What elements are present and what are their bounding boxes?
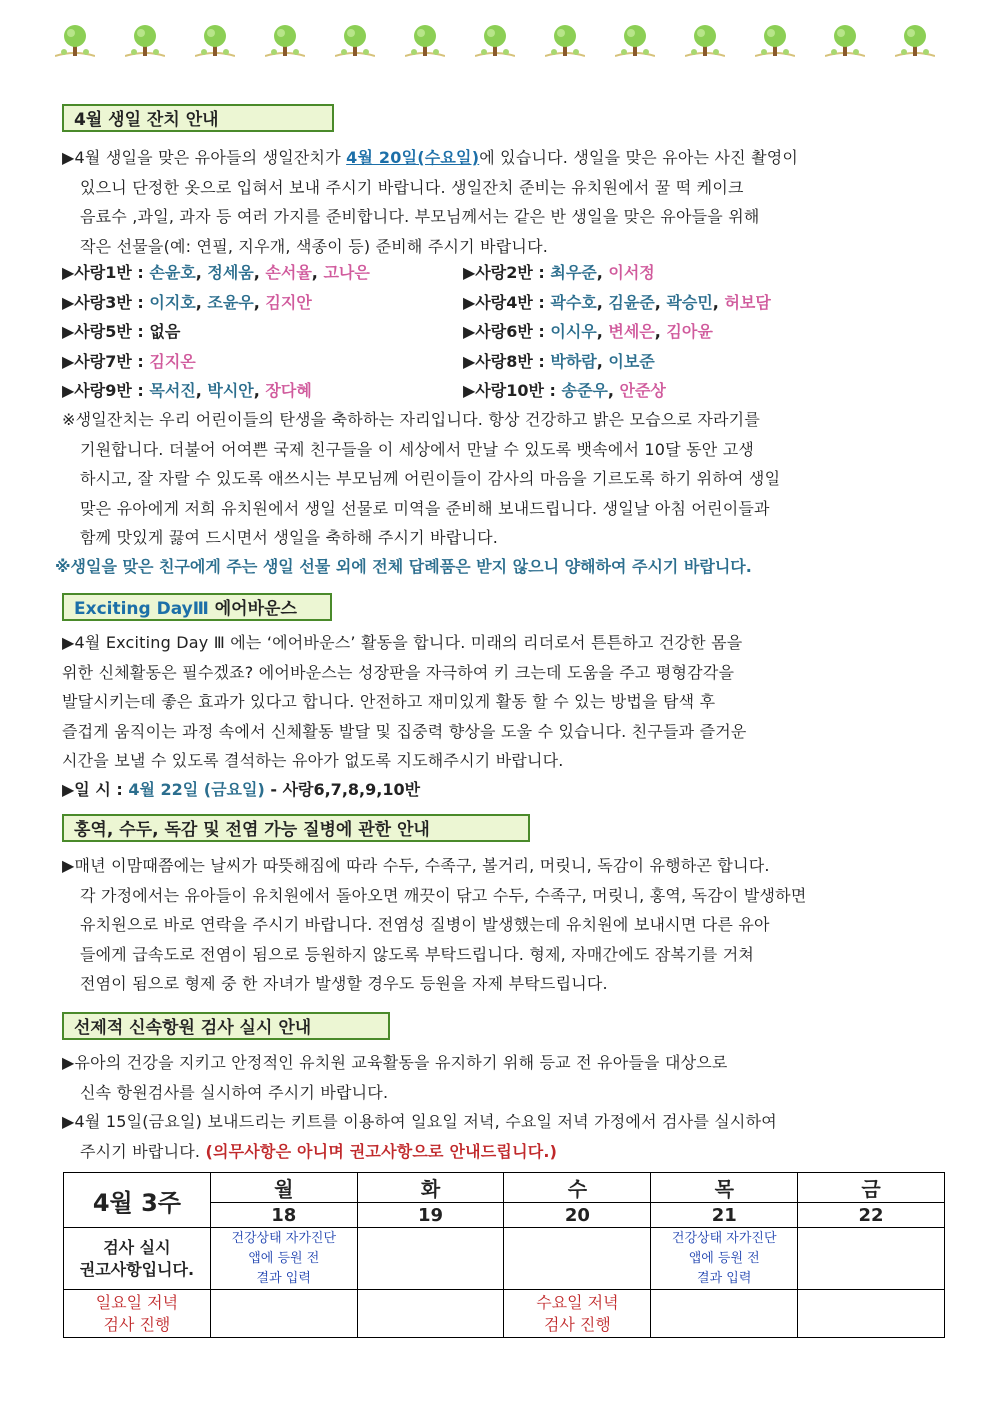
app-note-thursday: 건강상태 자가진단 앱에 등원 전 결과 입력 <box>651 1228 798 1290</box>
tree-icon <box>615 22 655 62</box>
birthday-class-line: ▶사랑2반 : 최우준, 이서정 <box>463 263 655 282</box>
tree-icon <box>405 22 445 62</box>
schedule-table <box>63 1172 945 1338</box>
tree-icon <box>895 22 935 62</box>
birthday-class-line: ▶사랑6반 : 이시우, 변세은, 김아윤 <box>463 322 713 341</box>
tree-icon <box>685 22 725 62</box>
child-name: 이지호 <box>149 292 196 312</box>
day-name: 월 <box>210 1173 357 1203</box>
class-label: ▶사랑10반 : <box>463 381 562 400</box>
tree-icon <box>195 22 235 62</box>
gift-note: ※생일을 맞은 친구에게 주는 생일 선물 외에 전체 답례품은 받지 않으니 양해하여 주시기 바랍니다. <box>55 557 752 576</box>
class-label: ▶사랑8반 : <box>463 351 551 371</box>
child-name: 김지온 <box>149 351 196 371</box>
class-label: ▶사랑4반 : <box>463 292 551 312</box>
tree-icon <box>825 22 865 62</box>
birthday-class-line: ▶사랑9반 : 목서진, 박시안, 장다혜 <box>62 381 312 400</box>
child-name: 고나은 <box>323 263 370 282</box>
birthday-heading: 4월 생일 잔치 안내 <box>62 104 334 132</box>
disease-heading: 홍역, 수두, 독감 및 전염 가능 질병에 관한 안내 <box>62 814 530 842</box>
empty-cell <box>357 1228 504 1290</box>
recommend-label: 검사 실시 권고사항입니다. <box>64 1228 211 1290</box>
class-label: ▶사랑9반 : <box>62 381 150 400</box>
tree-icon <box>265 22 305 62</box>
tree-icon <box>475 22 515 62</box>
class-label: ▶사랑6반 : <box>463 322 551 341</box>
birthday-intro: ▶4월 생일을 맞은 유아들의 생일잔치가 4월 20일(수요일)에 있습니다. 생일을 맞은 유아는 사진 촬영이 있으니 단정한 옷으로 입혀서 보내 주시기 바랍니다. 생일잔치 준비는 유치원에서 꿀 떡 케이크 음료수 ,과일, 과자 등 여러 가지를 준비합니다. 부모님께서는 같은 반 생일을 맞은 유아들을 위해 작은 선물을(예: 연필, 지우개, 색종이 등) 준비해 주시기 바랍니다. <box>62 148 799 256</box>
class-label: ▶사랑1반 : <box>62 263 150 282</box>
class-label: ▶사랑5반 : <box>62 322 150 341</box>
tree-icon <box>545 22 585 62</box>
exciting-body: ▶4월 Exciting Day Ⅲ 에는 ‘에어바운스’ 활동을 합니다. 미래의 리더로서 튼튼하고 건강한 몸을 위한 신체활동은 필수겠죠? 에어바운스는 성장판을 자극하여 키 크는데 도움을 주고 평형감각을 발달시키는데 좋은 효과가 있다고 합니다. 안전하고 재미있게 활동 할 수 있는 방법을 탐색 후 즐겁게 움직이는 과정 속에서 신체활동 발달 및 집중력 향상을 도울 수 있습니다. 친구들과 즐거운 시간을 보낼 수 있도록 결석하는 유아가 없도록 지도해주시기 바랍니다. <box>62 633 747 770</box>
sunday-test-note: 일요일 저녁 검사 진행 <box>64 1290 211 1338</box>
day-name: 목 <box>651 1173 798 1203</box>
tree-icon <box>755 22 795 62</box>
birthday-class-line: ▶사랑1반 : 손윤호, 정세움, 손서율, 고나은 <box>62 263 370 282</box>
child-name: 박시안 <box>207 381 254 400</box>
child-name: 곽승민 <box>666 292 713 312</box>
day-name: 금 <box>798 1173 945 1203</box>
child-name: 정세움 <box>207 263 254 282</box>
birthday-class-line: ▶사랑3반 : 이지호, 조윤우, 김지안 <box>62 292 312 312</box>
test-body: ▶유아의 건강을 지키고 안정적인 유치원 교육활동을 유지하기 위해 등교 전 유아들을 대상으로 신속 항원검사를 실시하여 주시기 바랍니다. ▶4월 15일(금요일) 보내드리는 키트를 이용하여 일요일 저녁, 수요일 저녁 가정에서 검사를 실시하여 주시기 바랍니다. (의무사항은 아니며 권고사항으로 안내드립니다.) <box>62 1053 777 1161</box>
child-name: 박하람 <box>550 351 597 371</box>
child-name: 최우준 <box>550 263 597 282</box>
child-name: 손서율 <box>265 263 312 282</box>
empty-cell <box>357 1290 504 1338</box>
empty-cell <box>798 1290 945 1338</box>
day-name: 수 <box>504 1173 651 1203</box>
exciting-heading: Exciting DayⅢ 에어바운스 <box>62 593 332 621</box>
child-name: 이서정 <box>608 263 655 282</box>
child-name: 곽수호 <box>550 292 597 312</box>
test-heading: 선제적 신속항원 검사 실시 안내 <box>62 1012 390 1040</box>
birthday-note: ※생일잔치는 우리 어린이들의 탄생을 축하하는 자리입니다. 항상 건강하고 밝은 모습으로 자라기를 기원합니다. 더불어 어여쁜 국제 친구들을 이 세상에서 만날 수 있도록 뱃속에서 10달 동안 고생 하시고, 잘 자랄 수 있도록 애쓰시는 부모님께 어린이들이 감사의 마음을 기르도록 하기 위하여 생일 맞은 유아에게 저희 유치원에서 생일 선물로 미역을 준비해 보내드립니다. 생일날 아침 어린이들과 함께 맛있게 끓여 드시면서 생일을 축하해 주시기 바랍니다. <box>62 410 781 547</box>
day-name: 화 <box>357 1173 504 1203</box>
empty-cell <box>210 1290 357 1338</box>
birthday-class-line <box>62 317 180 346</box>
day-number: 19 <box>357 1203 504 1228</box>
day-number: 22 <box>798 1203 945 1228</box>
wednesday-test-note: 수요일 저녁 검사 진행 <box>504 1290 651 1338</box>
empty-cell <box>651 1290 798 1338</box>
tree-icon <box>125 22 165 62</box>
child-name: 송준우 <box>561 381 608 400</box>
child-name: 김아윤 <box>666 322 713 341</box>
child-name: 손윤호 <box>149 263 196 282</box>
empty-cell <box>504 1228 651 1290</box>
day-number: 20 <box>504 1203 651 1228</box>
tree-icon <box>55 22 95 62</box>
birthday-class-line: ▶사랑10반 : 송준우, 안준상 <box>463 381 666 400</box>
week-label: 4월 3주 <box>64 1173 211 1228</box>
birthday-class-line: ▶사랑8반 : 박하람, 이보준 <box>463 351 655 371</box>
class-label: ▶사랑2반 : <box>463 263 551 282</box>
child-name: 이시우 <box>550 322 597 341</box>
child-name: 없음 <box>149 322 181 341</box>
birthday-class-line: ▶사랑4반 : 곽수호, 김윤준, 곽승민, 허보담 <box>463 292 771 312</box>
child-name: 목서진 <box>149 381 196 400</box>
child-name: 변세은 <box>608 322 655 341</box>
day-number: 18 <box>210 1203 357 1228</box>
birthday-class-line <box>62 347 196 376</box>
exciting-when: ▶일 시 : 4월 22일 (금요일) - 사랑6,7,8,9,10반 <box>62 780 421 799</box>
child-name: 장다혜 <box>265 381 312 400</box>
child-name: 조윤우 <box>207 292 254 312</box>
disease-body: ▶매년 이맘때쯤에는 날씨가 따뜻해짐에 따라 수두, 수족구, 볼거리, 머릿니, 독감이 유행하곤 합니다. 각 가정에서는 유아들이 유치원에서 돌아오면 깨끗이 닦고 수두, 수족구, 머릿니, 홍역, 독감이 발생하면 유치원으로 바로 연락을 주시기 바랍니다. 전염성 질병이 발생했는데 유치원에 보내시면 다른 유아 들에게 급속도로 전염이 됨으로 등원하지 않도록 부탁드립니다. 형제, 자매간에도 잠복기를 거쳐 전염이 됨으로 형제 중 한 자녀가 발생할 경우도 등원을 자제 부탁드립니다. <box>62 856 807 993</box>
class-label: ▶사랑7반 : <box>62 351 150 371</box>
child-name: 허보담 <box>724 292 771 312</box>
app-note-monday: 건강상태 자가진단 앱에 등원 전 결과 입력 <box>210 1228 357 1290</box>
class-label: ▶사랑3반 : <box>62 292 150 312</box>
tree-border <box>55 22 935 62</box>
child-name: 이보준 <box>608 351 655 371</box>
tree-icon <box>335 22 375 62</box>
empty-cell <box>798 1228 945 1290</box>
birthday-date: 4월 20일(수요일) <box>346 148 480 167</box>
child-name: 김지안 <box>265 292 312 312</box>
child-name: 김윤준 <box>608 292 655 312</box>
child-name: 안준상 <box>619 381 666 400</box>
day-number: 21 <box>651 1203 798 1228</box>
